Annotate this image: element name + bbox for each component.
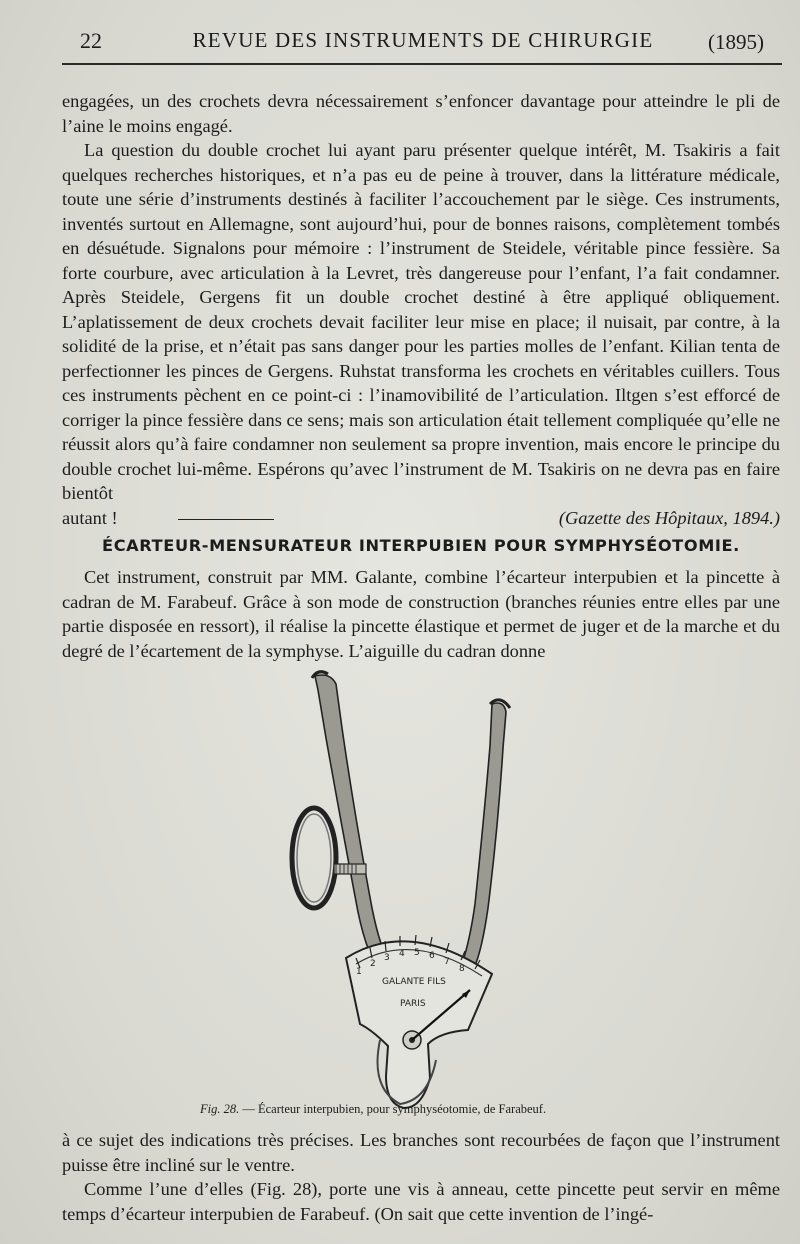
figure-caption: [200, 1102, 660, 1117]
caption-text: — Écarteur interpubien, pour symphyséotomie, de Farabeuf.: [242, 1102, 547, 1116]
page-number: 22: [80, 28, 102, 53]
source-citation: (Gazette des Hôpitaux, 1894.): [558, 507, 780, 528]
dial-number: 6: [429, 951, 435, 961]
dial-number: 8: [459, 964, 465, 974]
dial-number: 5: [414, 948, 420, 958]
dial-city-mark: PARIS: [400, 999, 426, 1009]
dial-number: 3: [384, 953, 390, 963]
running-header: [62, 20, 784, 60]
section-title: ÉCARTEUR-MENSURATEUR INTERPUBIEN POUR SYMPHYSÉOTOMIE.: [102, 536, 740, 555]
journal-title: REVUE DES INSTRUMENTS DE CHIRURGIE: [192, 28, 654, 52]
paragraph-5: [62, 1177, 780, 1226]
paragraph-1: [62, 89, 780, 138]
source-line: [62, 506, 780, 531]
screw-ring: [292, 808, 336, 908]
screw-shaft: [334, 864, 366, 874]
dial-number: 2: [370, 959, 376, 969]
screw-ring-inner: [297, 814, 331, 902]
paragraph-1-text: engagées, un des crochets devra nécessairement s’enfoncer davantage pour atteindre le pli de l’aine le moins engagé.: [62, 91, 780, 136]
right-branch: [462, 703, 506, 968]
paragraph-4: [62, 1128, 780, 1177]
dial-plate: [346, 941, 492, 1108]
paragraph-2-end: autant !: [62, 507, 118, 528]
paragraph-3: [62, 565, 780, 663]
left-branch: [315, 675, 396, 980]
header-year: (1895): [708, 30, 764, 54]
dial-maker-mark: GALANTE FILS: [382, 977, 446, 987]
dial-number: 1: [356, 967, 362, 977]
paragraph-2: [62, 138, 780, 530]
separator-rule: [178, 519, 274, 520]
dial-number: 7: [444, 957, 450, 967]
paragraph-5-text: Comme l’une d’elles (Fig. 28), porte une vis à anneau, cette pincette peut servir en même temps d’écarteur interpubien de Farabeuf. (On sait que cette invention de l’ingé-: [62, 1179, 780, 1224]
figure-28-instrument: [260, 668, 550, 1116]
paragraph-2-text: La question du double crochet lui ayant paru présenter quelque intérêt, M. Tsakiris a fait quelques recherches historiques, et n’a pas eu de peine à trouver, dans la littérature médicale, toute une série d’instruments destinés à faciliter l’accouchement par le siège. Ces instruments, inventés surtout en Allemagne, sont aujourd’hui, pour de bonnes raisons, complètement tombés en désuétude. Signalons pour mémoire : l’instrument de Steidele, véritable pince fessière. Sa forte courbure, avec articulation à la Levret, très dangereuse pour l’enfant, l’a fait condamner. Après Steidele, Gergens fit un double crochet destiné à être appliqué obliquement. L’aplatissement de deux crochets devait faciliter leur mise en place; il nuisait, par contre, à la solidité de la prise, et n’était pas sans danger pour les parties molles de l’enfant. Kilian tenta de perfectionner les pinces de Gergens. Ruhstat transforma les crochets en véritables cuillers. Tous ces instruments pèchent en ce point-ci : l’inamovibilité de l’articulation. Iltgen s’est efforcé de corriger la pince fessière dans ce sens; mais son articulation était tellement compliquée qu’elle ne réussit alors qu’à faire condamner non seulement sa propre invention, mais encore le principe du double crochet lui-même. Espérons qu’avec l’instrument de M. Tsakiris on ne devra pas en faire bientôt: [62, 140, 780, 503]
paragraph-3-text: Cet instrument, construit par MM. Galante, combine l’écarteur interpubien et la pincette à cadran de M. Farabeuf. Grâce à son mode de construction (branches réunies entre elles par une partie disposée en ressort), il réalise la pincette élastique et permet de juger et de la marche et du degré de l’écartement de la symphyse. L’aiguille du cadran donne: [62, 567, 780, 661]
caption-label: Fig. 28.: [200, 1102, 240, 1116]
paragraph-4-text: à ce sujet des indications très précises. Les branches sont recourbées de façon que l’instrument puisse être incliné sur le ventre.: [62, 1130, 780, 1175]
dial-number: 4: [399, 949, 405, 959]
retractor-illustration: [260, 668, 550, 1116]
header-rule: [62, 63, 782, 65]
